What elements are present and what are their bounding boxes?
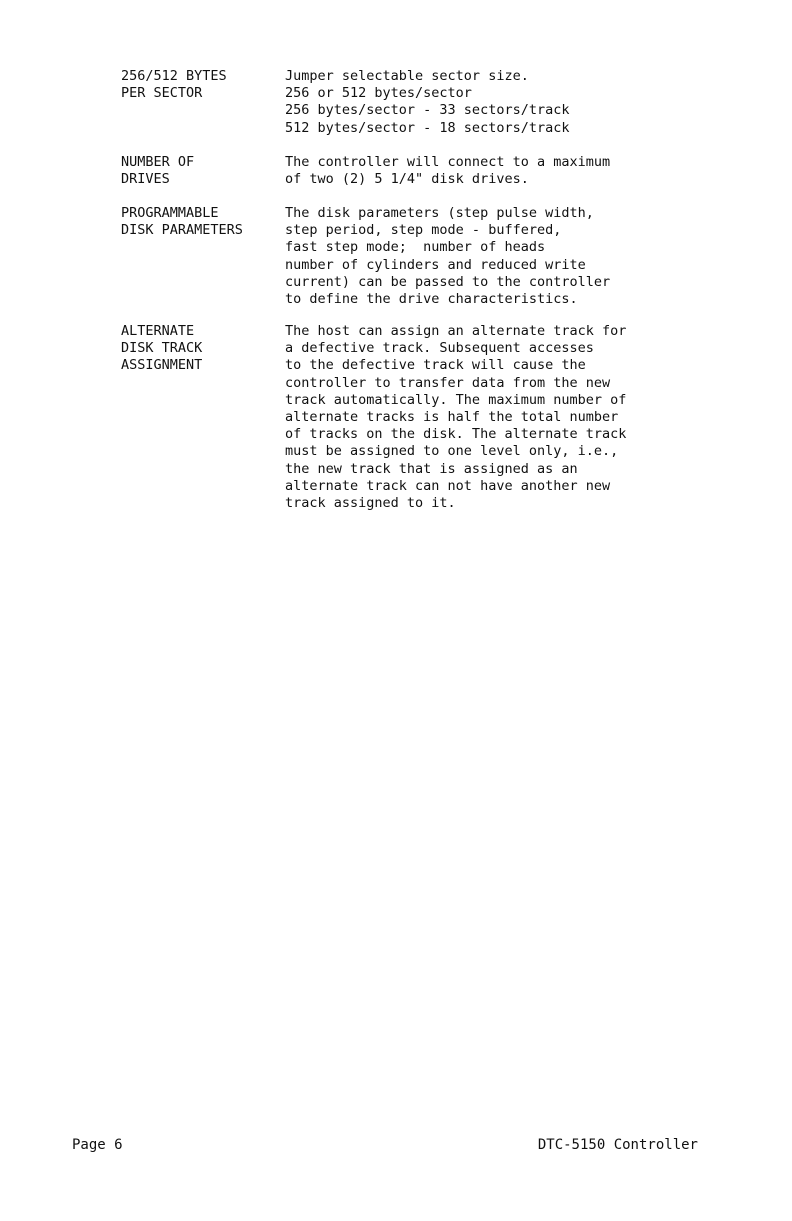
desc-line: The disk parameters (step pulse width, [285, 205, 594, 221]
entry-term [121, 205, 281, 239]
term-line: DRIVES [121, 171, 170, 188]
term-line: PROGRAMMABLE [121, 205, 219, 221]
desc-line: current) can be passed to the controller [285, 273, 611, 290]
term-line: DISK TRACK [121, 340, 203, 357]
entry-description [285, 68, 685, 137]
desc-line: to define the drive characteristics. [285, 290, 578, 307]
entry-description [285, 323, 685, 512]
desc-line: alternate tracks is half the total number [285, 408, 619, 425]
desc-line: 256 or 512 bytes/sector [285, 85, 472, 102]
term-line: ALTERNATE [121, 323, 195, 339]
desc-line: the new track that is assigned as an [285, 460, 578, 477]
desc-line: The host can assign an alternate track for [285, 323, 627, 339]
term-line: 256/512 BYTES [121, 68, 227, 84]
desc-line: track automatically. The maximum number of [285, 391, 627, 408]
term-line: NUMBER OF [121, 154, 195, 170]
desc-line: controller to transfer data from the new [285, 374, 611, 391]
term-line: PER SECTOR [121, 85, 203, 102]
entry-term [121, 323, 281, 375]
entry-description [285, 205, 685, 308]
document-title-footer: DTC-5150 Controller [537, 1137, 698, 1153]
desc-line: The controller will connect to a maximum [285, 154, 611, 170]
page-number: Page 6 [72, 1137, 123, 1153]
desc-line: must be assigned to one level only, i.e., [285, 443, 619, 460]
desc-line: of two (2) 5 1/4" disk drives. [285, 171, 529, 188]
term-line: ASSIGNMENT [121, 357, 203, 374]
entry-term [121, 68, 281, 102]
term-line: DISK PARAMETERS [121, 222, 243, 239]
desc-line: 256 bytes/sector - 33 sectors/track [285, 102, 570, 119]
desc-line: alternate track can not have another new [285, 477, 611, 494]
desc-line: track assigned to it. [285, 494, 456, 511]
entry-description [285, 154, 685, 188]
desc-line: fast step mode; number of heads [285, 239, 546, 256]
desc-line: number of cylinders and reduced write [285, 256, 586, 273]
desc-line: Jumper selectable sector size. [285, 68, 529, 84]
entry-term [121, 154, 281, 188]
desc-line: to the defective track will cause the [285, 357, 586, 374]
desc-line: of tracks on the disk. The alternate track [285, 426, 627, 443]
desc-line: step period, step mode - buffered, [285, 222, 562, 239]
desc-line: 512 bytes/sector - 18 sectors/track [285, 119, 570, 136]
desc-line: a defective track. Subsequent accesses [285, 340, 594, 357]
